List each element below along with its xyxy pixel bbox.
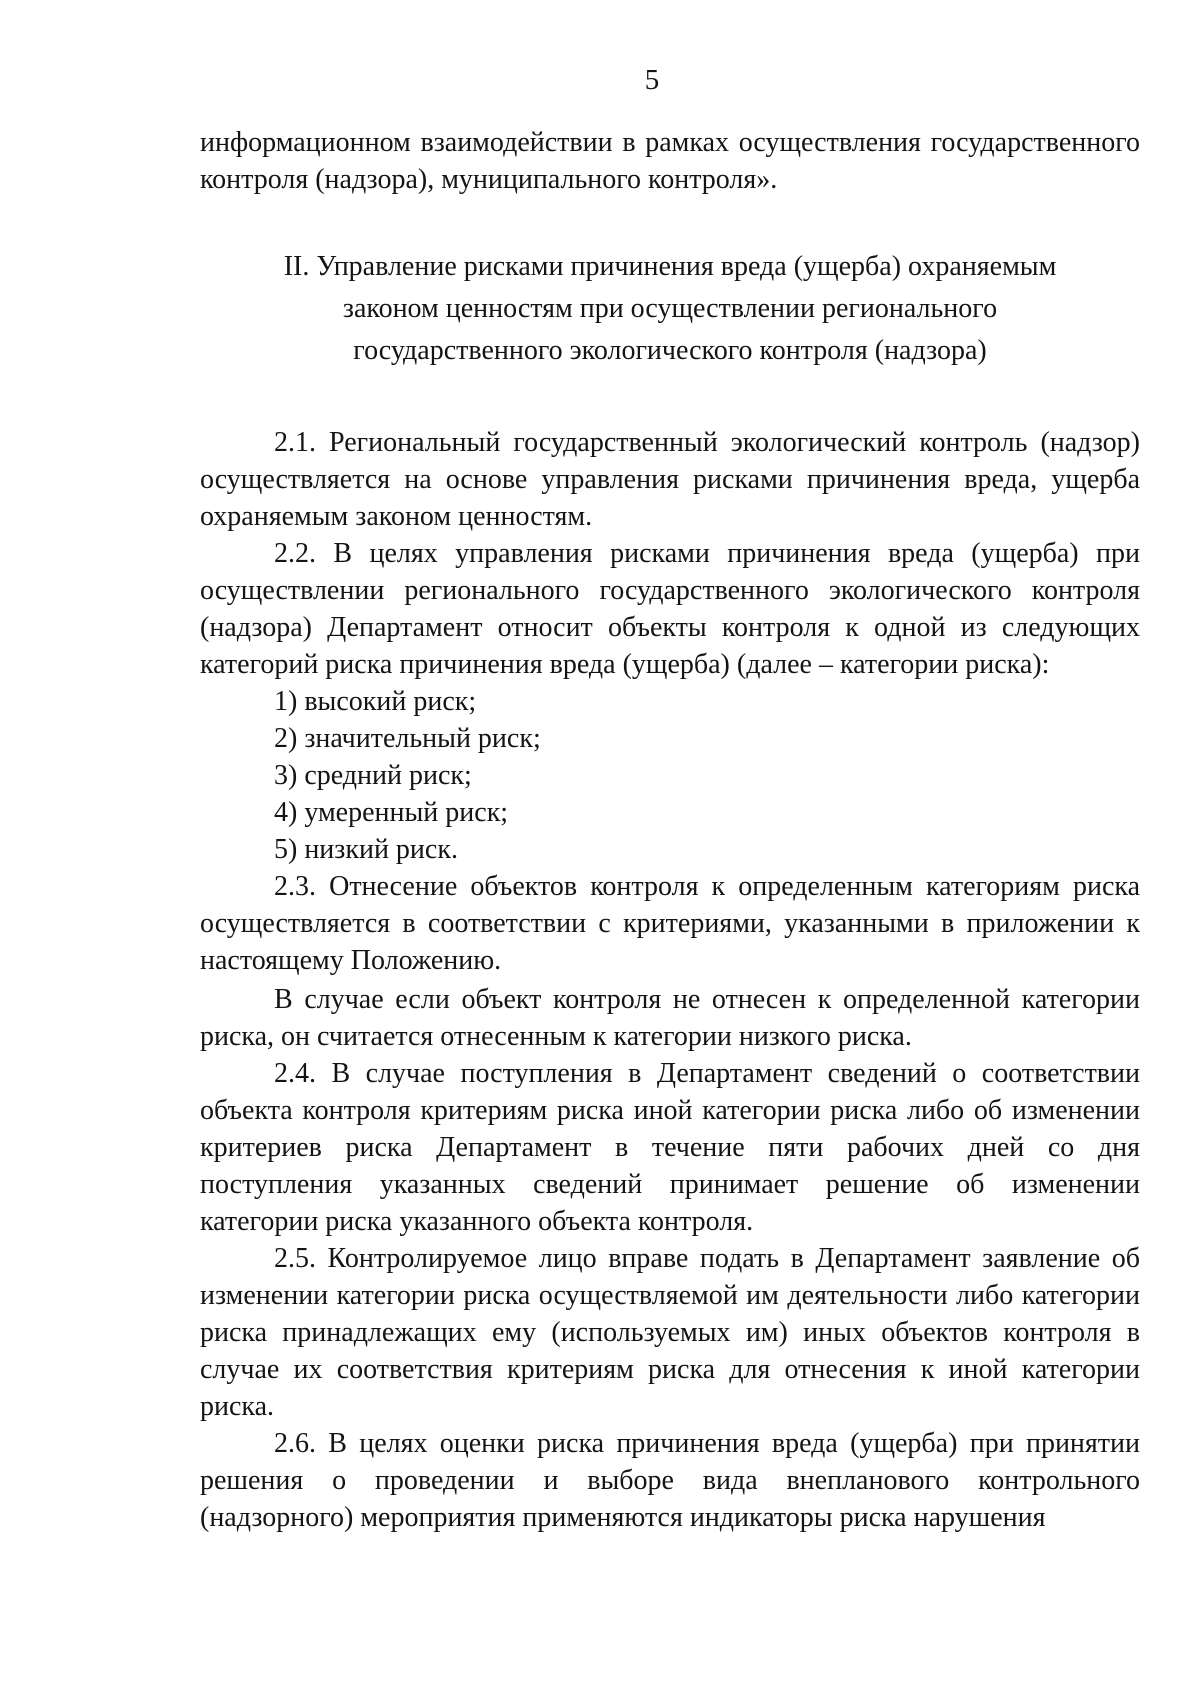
paragraph-2-2: 2.2. В целях управления рисками причинения вреда (ущерба) при осуществлении регионального государственного экологического контроля (надзора) Департамент относит объекты контроля к одной из следующих категорий риска причинения вреда (ущерба) (далее – категории риска): (200, 538, 1140, 680)
paragraph-2-5: 2.5. Контролируемое лицо вправе подать в Департамент заявление об изменении категории риска осуществляемой им деятельности либо категории риска принадлежащих ему (используемых им) иных объектов контроля в случае их соответствия критериям риска для отнесения к иной категории риска. (200, 1243, 1140, 1422)
paragraph-2-6: 2.6. В целях оценки риска причинения вреда (ущерба) при принятии решения о проведении и выборе вида внепланового контрольного (надзорного) мероприятия применяются индикаторы риска нарушения (200, 1428, 1140, 1533)
document-body (200, 124, 1140, 1536)
continuation-paragraph: информационном взаимодействии в рамках осуществления государственного контроля (надзора), муниципального контроля». (200, 127, 1140, 195)
page-number: 5 (644, 64, 660, 96)
paragraph-2-3-note: В случае если объект контроля не отнесен к определенной категории риска, он считается отнесенным к категории низкого риска. (200, 984, 1140, 1052)
risk-category-item: 5) низкий риск. (274, 834, 458, 865)
paragraph-2-4: 2.4. В случае поступления в Департамент сведений о соответствии объекта контроля критериям риска иной категории риска либо об изменении критериев риска Департамент в течение пяти рабочих дней со дня поступления указанных сведений принимает решение об изменении категории риска указанного объекта контроля. (200, 1058, 1140, 1237)
paragraph-2-1: 2.1. Региональный государственный экологический контроль (надзор) осуществляется на основе управления рисками причинения вреда, ущерба охраняемым законом ценностям. (200, 427, 1140, 532)
risk-category-item: 4) умеренный риск; (274, 797, 509, 828)
paragraph-2-3: 2.3. Отнесение объектов контроля к определенным категориям риска осуществляется в соответствии с критериями, указанными в приложении к настоящему Положению. (200, 871, 1140, 976)
section-heading: II. Управление рисками причинения вреда (ущерба) охраняемым законом ценностям при осуществлении регионального государственного экологического контроля (надзора) (283, 251, 1057, 366)
risk-category-item: 2) значительный риск; (274, 723, 541, 754)
risk-category-item: 1) высокий риск; (274, 686, 477, 717)
risk-category-item: 3) средний риск; (274, 760, 472, 791)
